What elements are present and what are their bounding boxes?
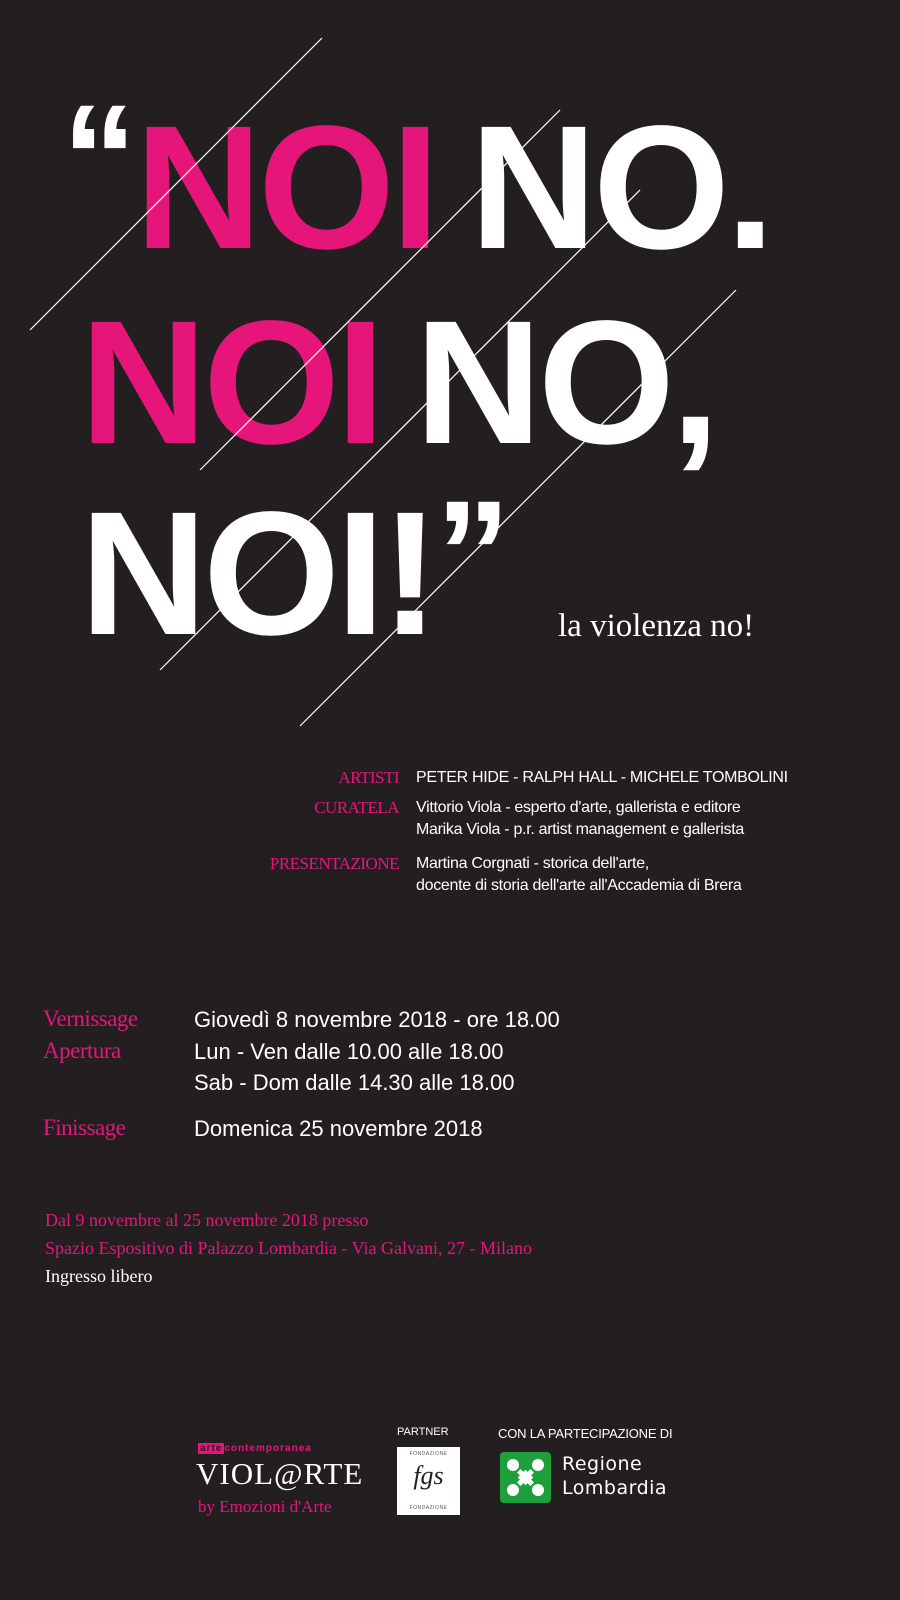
violarte-byline: by Emozioni d'Arte (198, 1497, 332, 1516)
date-value-vernissage: Giovedì 8 novembre 2018 - ore 18.00 (194, 1007, 560, 1032)
diagonal-lines (0, 0, 900, 760)
date-value-apertura-2: Sab - Dom dalle 14.30 alle 18.00 (194, 1070, 515, 1095)
regione-line-2: Lombardia (562, 1477, 668, 1499)
diagonal-line (30, 38, 322, 330)
tagline: la violenza no! (558, 608, 755, 644)
credit-value-presentazione-2: docente di storia dell'arte all'Accademia di Brera (416, 877, 742, 894)
close-quote: ” (435, 469, 507, 637)
date-value-apertura-1: Lun - Ven dalle 10.00 alle 18.00 (194, 1039, 504, 1064)
venue-entry: Ingresso libero (45, 1266, 153, 1286)
open-quote: “ (62, 73, 133, 241)
credit-label-presentazione: PRESENTAZIONE (269, 854, 399, 873)
credit-value-curatela-1: Vittorio Viola - esperto d'arte, gallerista e editore (416, 799, 741, 816)
fgs-logo-top: FONDAZIONE (409, 1451, 448, 1457)
date-label-apertura: Apertura (43, 1038, 121, 1063)
credit-label-artisti: ARTISTI (338, 768, 399, 787)
credit-value-curatela-2: Marika Viola - p.r. artist management e gallerista (416, 821, 744, 838)
headline (0, 0, 900, 760)
violarte-tagline (198, 1443, 312, 1454)
credit-label-curatela: CURATELA (314, 798, 399, 817)
regione-lombardia-icon (500, 1452, 551, 1503)
diagonal-line (160, 190, 640, 670)
headline-word: NOI (135, 90, 436, 286)
credit-value-presentazione-1: Martina Corgnati - storica dell'arte, (416, 855, 649, 872)
partner-label: PARTNER (397, 1426, 449, 1438)
venue-dates: Dal 9 novembre al 25 novembre 2018 presso (45, 1210, 369, 1230)
diagonal-line (300, 290, 736, 726)
headline-word: NOI (80, 285, 381, 481)
credit-value-artisti: PETER HIDE - RALPH HALL - MICHELE TOMBOLINI (416, 769, 788, 786)
diagonal-line (200, 110, 560, 470)
headline-word: NO. (469, 90, 771, 286)
partecipazione-label: CON LA PARTECIPAZIONE DI (498, 1426, 673, 1441)
regione-line-1: Regione (562, 1453, 643, 1475)
headline-word: NO, (414, 285, 716, 481)
fgs-logo (397, 1447, 460, 1515)
violarte-logo: VIOL@RTE (196, 1456, 364, 1491)
violarte-tag-rest: contemporanea (224, 1443, 312, 1454)
venue-address: Spazio Espositivo di Palazzo Lombardia - Via Galvani, 27 - Milano (45, 1238, 532, 1258)
date-label-finissage: Finissage (43, 1115, 126, 1140)
fgs-logo-mark: fgs (413, 1461, 444, 1490)
date-value-finissage: Domenica 25 novembre 2018 (194, 1116, 483, 1141)
date-label-vernissage: Vernissage (43, 1006, 138, 1031)
violarte-tag: arte (200, 1443, 223, 1454)
headline-word: NOI! (80, 476, 436, 672)
fgs-logo-bottom: FONDAZIONE (409, 1505, 448, 1511)
